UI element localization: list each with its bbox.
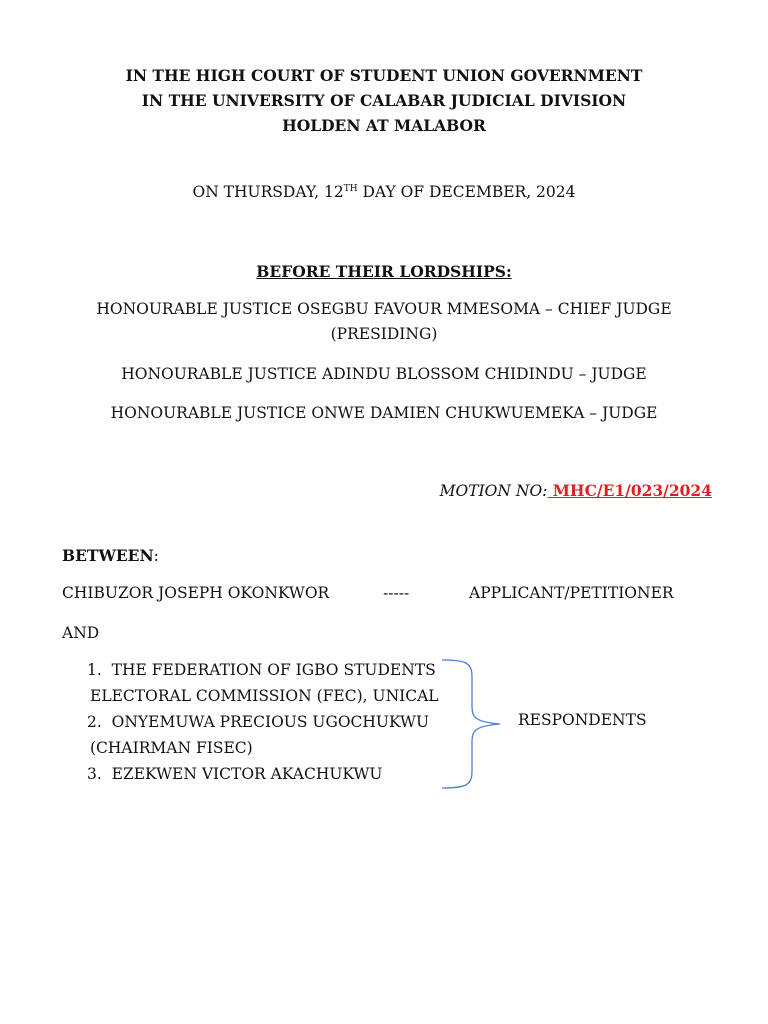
applicant-separator: ----- [383, 584, 410, 602]
judge-1-line-1: HONOURABLE JUSTICE OSEGBU FAVOUR MMESOMA – CHIEF JUDGE [96, 300, 672, 318]
applicant-name: CHIBUZOR JOSEPH OKONKWOR [62, 584, 330, 602]
between-colon: : [153, 547, 159, 565]
date-suffix: DAY OF DECEMBER, 2024 [357, 183, 576, 201]
court-name-line: IN THE HIGH COURT OF STUDENT UNION GOVERNMENT [125, 66, 643, 85]
respondent-1-line-1 [87, 661, 436, 679]
respondent-1-number: 1. [87, 661, 102, 679]
bench-heading-text: BEFORE THEIR LORDSHIPS: [256, 262, 512, 281]
applicant-role: APPLICANT/PETITIONER [469, 584, 674, 602]
date-superscript: TH [343, 183, 358, 194]
respondent-3-name: EZEKWEN VICTOR AKACHUKWU [111, 765, 383, 783]
judge-1-line-2: (PRESIDING) [330, 325, 438, 343]
judge-3: HONOURABLE JUSTICE ONWE DAMIEN CHUKWUEMEKA – JUDGE [110, 404, 658, 422]
respondent-3-line-1 [87, 765, 382, 783]
motion-number: MHC/E1/023/2024 [547, 481, 712, 500]
respondent-2-line-1 [87, 713, 429, 731]
and-label: AND [62, 624, 100, 642]
motion-label: MOTION NO: [439, 482, 548, 500]
motion-number-line [440, 481, 712, 500]
holden-line: HOLDEN AT MALABOR [282, 116, 486, 135]
division-line: IN THE UNIVERSITY OF CALABAR JUDICIAL DIVISION [141, 91, 627, 110]
hearing-date [0, 183, 768, 201]
between-label: BETWEEN [62, 546, 154, 565]
respondent-3-number: 3. [87, 765, 102, 783]
respondents-brace-icon [436, 656, 516, 792]
respondents-role: RESPONDENTS [518, 711, 647, 729]
respondent-2-number: 2. [87, 713, 102, 731]
judge-2: HONOURABLE JUSTICE ADINDU BLOSSOM CHIDINDU – JUDGE [121, 365, 647, 383]
respondent-1-line-2: ELECTORAL COMMISSION (FEC), UNICAL [90, 687, 439, 705]
bench-heading [0, 262, 768, 281]
respondent-2-name: ONYEMUWA PRECIOUS UGOCHUKWU [111, 713, 430, 731]
respondent-1-name: THE FEDERATION OF IGBO STUDENTS [111, 661, 436, 679]
date-prefix: ON THURSDAY, 12 [192, 183, 344, 201]
respondent-2-line-2: (CHAIRMAN FISEC) [90, 739, 253, 757]
between-heading [62, 546, 159, 565]
